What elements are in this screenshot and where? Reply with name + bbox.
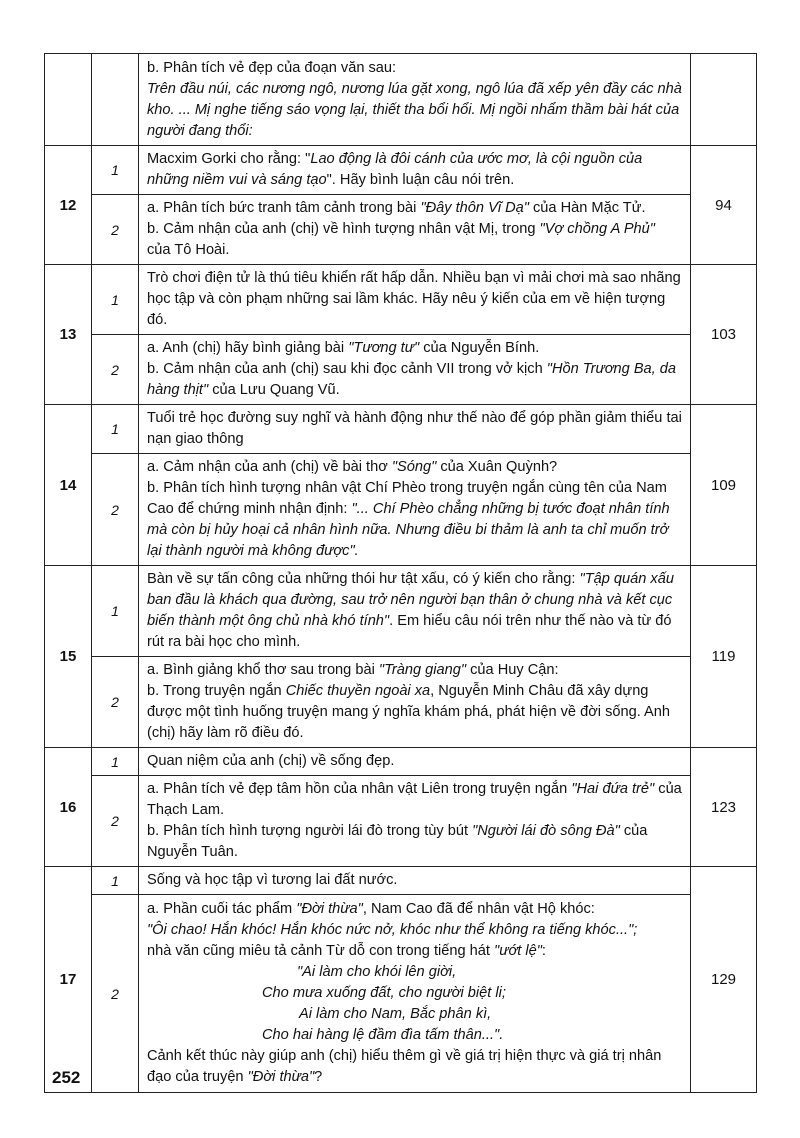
table-row xyxy=(45,895,757,1093)
part-number: 2 xyxy=(92,335,139,405)
table-row xyxy=(45,405,757,454)
question-text: Trò chơi điện tử là thú tiêu khiển rất hấp dẫn. Nhiều bạn vì mải chơi mà sao nhãng học tập và còn phạm những sai lầm khác. Hãy nêu ý kiến của em về hiện tượng đó. xyxy=(139,265,691,335)
exam-number: 14 xyxy=(45,405,92,566)
part-number: 2 xyxy=(92,895,139,1093)
part-number: 1 xyxy=(92,867,139,895)
question-text: a. Bình giảng khổ thơ sau trong bài "Tràng giang" của Huy Cận: b. Trong truyện ngắn Chiếc thuyền ngoài xa, Nguyễn Minh Châu đã xây dựng được một tình huống truyện mang ý nghĩa khám phá, phát hiện về đời sống. Anh (chị) hãy làm rõ điều đó. xyxy=(139,657,691,748)
part-number: 1 xyxy=(92,265,139,335)
part-number: 1 xyxy=(92,566,139,657)
poem-line: Ai làm cho Nam, Bắc phân kì, xyxy=(299,1006,492,1022)
question-text: Tuổi trẻ học đường suy nghĩ và hành động như thế nào để góp phần giảm thiểu tai nạn giao thông xyxy=(139,405,691,454)
part-number: 1 xyxy=(92,748,139,776)
question-text: Sống và học tập vì tương lai đất nước. xyxy=(139,867,691,895)
page-reference: 119 xyxy=(691,566,757,748)
exam-number: 15 xyxy=(45,566,92,748)
table-row xyxy=(45,776,757,867)
table-row xyxy=(45,146,757,195)
question-text: a. Phân tích bức tranh tâm cảnh trong bài "Đây thôn Vĩ Dạ" của Hàn Mặc Tử. b. Cảm nhận của anh (chị) về hình tượng nhân vật Mị, trong "Vợ chồng A Phủ" của Tô Hoài. xyxy=(139,195,691,265)
part-number: 2 xyxy=(92,657,139,748)
poem-line: "Ai làm cho khói lên giời, xyxy=(297,964,457,980)
question-text: b. Phân tích vẻ đẹp của đoạn văn sau: Trên đầu núi, các nương ngô, nương lúa gặt xong, ngô lúa đã xếp yên đầy các nhà kho. ... Mị nghe tiếng sáo vọng lại, thiết tha bổi hổi. Mị ngồi nhẩm thầm bài hát của người đang thổi: xyxy=(139,54,691,146)
page-reference: 123 xyxy=(691,748,757,867)
question-text: a. Phân tích vẻ đẹp tâm hồn của nhân vật Liên trong truyện ngắn "Hai đứa trẻ" của Thạch Lam. b. Phân tích hình tượng người lái đò trong tùy bút "Người lái đò sông Đà" của Nguyễn Tuân. xyxy=(139,776,691,867)
table-row xyxy=(45,195,757,265)
exam-number: 12 xyxy=(45,146,92,265)
table-row xyxy=(45,335,757,405)
table-row xyxy=(45,748,757,776)
document-page xyxy=(44,53,756,1093)
poem-line: Cho mưa xuống đất, cho người biệt li; xyxy=(262,985,506,1001)
table-row xyxy=(45,265,757,335)
question-text: Quan niệm của anh (chị) về sống đẹp. xyxy=(139,748,691,776)
table-row xyxy=(45,54,757,146)
table-row xyxy=(45,867,757,895)
page-reference xyxy=(691,54,757,146)
part-number: 1 xyxy=(92,146,139,195)
table-row xyxy=(45,566,757,657)
exam-number: 13 xyxy=(45,265,92,405)
question-text: a. Cảm nhận của anh (chị) về bài thơ "Sóng" của Xuân Quỳnh? b. Phân tích hình tượng nhân vật Chí Phèo trong truyện ngắn cùng tên của Nam Cao để chứng minh nhận định: "... Chí Phèo chẳng những bị tước đoạt nhân tính mà còn bị hủy hoại cả nhân hình nữa. Nhưng điều bi thảm là anh ta chỉ muốn trở lại thành người mà không được". xyxy=(139,454,691,566)
page-reference: 94 xyxy=(691,146,757,265)
poem-line: Cho hai hàng lệ đầm đìa tấm thân...". xyxy=(262,1027,504,1043)
exam-number xyxy=(45,54,92,146)
table-row xyxy=(45,454,757,566)
question-text: a. Phần cuối tác phẩm "Đời thừa", Nam Cao đã để nhân vật Hộ khóc: "Ôi chao! Hắn khóc! Hắn khóc nức nở, khóc như thể không ra tiếng khóc..."; nhà văn cũng miêu tả cảnh Từ dỗ con trong tiếng hát "ướt lệ": "Ai làm cho khói lên giời, Cho mưa xuống đất, cho người biệt li; Ai làm cho Nam, Bắc phân kì, Cho hai hàng lệ đầm đìa tấm thân...". Cảnh kết thúc này giúp anh (chị) hiểu thêm gì về giá trị hiện thực và giá trị nhân đạo của truyện "Đời thừa"? xyxy=(139,895,691,1093)
part-number xyxy=(92,54,139,146)
exam-number: 16 xyxy=(45,748,92,867)
part-number: 2 xyxy=(92,454,139,566)
page-reference: 129 xyxy=(691,867,757,1093)
exam-table xyxy=(44,53,757,1093)
part-number: 1 xyxy=(92,405,139,454)
question-text: Macxim Gorki cho rằng: "Lao động là đôi cánh của ước mơ, là cội nguồn của những niềm vui và sáng tạo". Hãy bình luận câu nói trên. xyxy=(139,146,691,195)
part-number: 2 xyxy=(92,776,139,867)
exam-number: 17 xyxy=(45,867,92,1093)
page-reference: 103 xyxy=(691,265,757,405)
question-text: a. Anh (chị) hãy bình giảng bài "Tương tư" của Nguyễn Bính. b. Cảm nhận của anh (chị) sau khi đọc cảnh VII trong vở kịch "Hồn Trương Ba, da hàng thịt" của Lưu Quang Vũ. xyxy=(139,335,691,405)
part-number: 2 xyxy=(92,195,139,265)
page-number: 252 xyxy=(52,1068,81,1087)
question-text: Bàn về sự tấn công của những thói hư tật xấu, có ý kiến cho rằng: "Tập quán xấu ban đầu là khách qua đường, sau trở nên người bạn thân ở chung nhà và kết cục biến thành một ông chủ nhà khó tính". Em hiểu câu nói trên như thế nào và từ đó rút ra bài học cho mình. xyxy=(139,566,691,657)
table-row xyxy=(45,657,757,748)
page-reference: 109 xyxy=(691,405,757,566)
